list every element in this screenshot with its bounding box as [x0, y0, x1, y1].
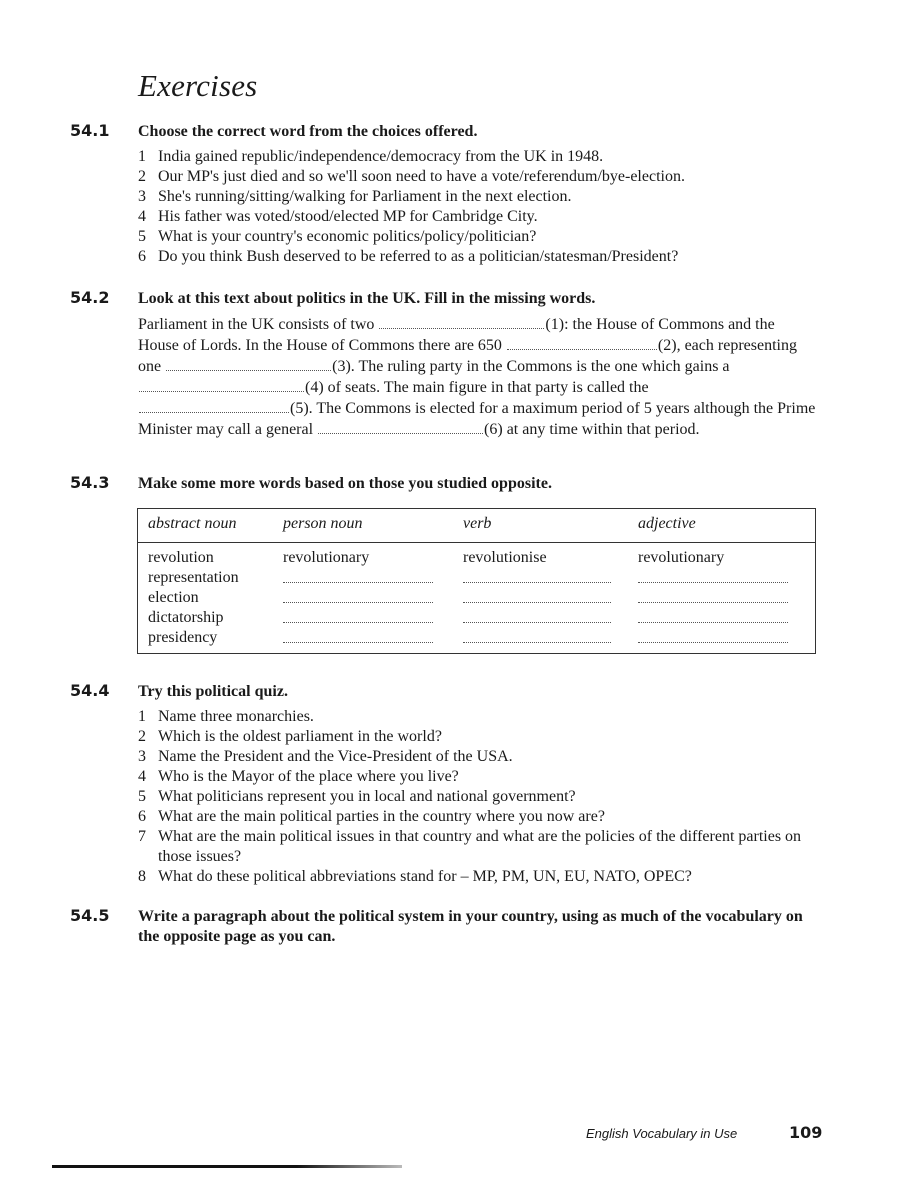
- table-cell: revolutionise: [463, 549, 547, 566]
- table-cell: revolution: [148, 549, 214, 566]
- exercise-54-5-instruction: Write a paragraph about the political system in your country, using as much of the vocabulary on the opposite page as you can.: [138, 908, 803, 945]
- list-item: 7 What are the main political issues in that country and what are the policies of the different parties on those issues?: [138, 828, 802, 865]
- answer-blank[interactable]: [283, 622, 433, 623]
- answer-blank[interactable]: [463, 582, 611, 583]
- exercise-54-3-instruction: Make some more words based on those you studied opposite.: [138, 475, 552, 492]
- answer-blank[interactable]: [283, 602, 433, 603]
- word-formation-table: [137, 508, 816, 654]
- exercise-number-54-4: 54.4: [70, 681, 110, 700]
- table-cell: presidency: [148, 629, 218, 646]
- page-title: Exercises: [138, 68, 258, 103]
- exercise-54-4-list: [138, 707, 828, 887]
- header-divider: [138, 542, 815, 543]
- answer-blank[interactable]: [283, 582, 433, 583]
- answer-blank[interactable]: [638, 642, 788, 643]
- column-header: abstract noun: [148, 515, 237, 532]
- exercise-number-54-2: 54.2: [70, 288, 110, 307]
- list-item: 1 India gained republic/independence/democracy from the UK in 1948.: [138, 148, 604, 165]
- exercise-number-54-5: 54.5: [70, 906, 110, 925]
- column-header: person noun: [283, 515, 363, 532]
- exercise-54-1-instruction: Choose the correct word from the choices offered.: [138, 123, 478, 140]
- exercise-54-4-instruction: Try this political quiz.: [138, 683, 288, 700]
- exercise-number-54-3: 54.3: [70, 473, 110, 492]
- blank-5[interactable]: [139, 398, 289, 413]
- table-cell: representation: [148, 569, 239, 586]
- list-item: 1 Name three monarchies.: [138, 708, 314, 725]
- list-item: 4 Who is the Mayor of the place where you live?: [138, 768, 459, 785]
- answer-blank[interactable]: [463, 642, 611, 643]
- list-item: 2 Our MP's just died and so we'll soon need to have a vote/referendum/bye-election.: [138, 168, 685, 185]
- list-item: 5 What is your country's economic politics/policy/politician?: [138, 228, 537, 245]
- answer-blank[interactable]: [463, 622, 611, 623]
- column-header: adjective: [638, 515, 696, 532]
- answer-blank[interactable]: [463, 602, 611, 603]
- table-cell: dictatorship: [148, 609, 224, 626]
- page-number: 109: [789, 1123, 823, 1142]
- table-cell: revolutionary: [638, 549, 725, 566]
- blank-1[interactable]: [379, 314, 544, 329]
- answer-blank[interactable]: [638, 622, 788, 623]
- list-item: 2 Which is the oldest parliament in the world?: [138, 728, 442, 745]
- answer-blank[interactable]: [638, 582, 788, 583]
- footer-book-title: English Vocabulary in Use: [586, 1126, 738, 1141]
- footer-rule: [52, 1165, 402, 1168]
- table-cell: revolutionary: [283, 549, 370, 566]
- exercise-54-2-paragraph: Parliament in the UK consists of two (1): the House of Commons and the House of Lords. In the House of Commons there are 650 (2), each representing one (3). The ruling party in the Commons is the one which gains a (4) of seats. The main figure in that party is called the (5). The Commons is elected for a maximum period of 5 years although the Prime Minister may call a general (6) at any time within that period.: [138, 316, 816, 438]
- exercise-number-54-1: 54.1: [70, 121, 110, 140]
- blank-3[interactable]: [166, 356, 331, 371]
- list-item: 8 What do these political abbreviations stand for – MP, PM, UN, EU, NATO, OPEC?: [138, 868, 692, 885]
- list-item: 3 She's running/sitting/walking for Parliament in the next election.: [138, 188, 572, 205]
- exercise-54-2-instruction: Look at this text about politics in the UK. Fill in the missing words.: [138, 290, 596, 307]
- exercise-54-1-list: [138, 147, 828, 267]
- list-item: 4 His father was voted/stood/elected MP for Cambridge City.: [138, 208, 538, 225]
- list-item: 5 What politicians represent you in local and national government?: [138, 788, 576, 805]
- list-item: 6 What are the main political parties in the country where you now are?: [138, 808, 605, 825]
- list-item: 6 Do you think Bush deserved to be referred to as a politician/statesman/President?: [138, 248, 679, 265]
- blank-6[interactable]: [318, 419, 483, 434]
- table-cell: election: [148, 589, 199, 606]
- column-header: verb: [463, 515, 492, 532]
- blank-4[interactable]: [139, 377, 304, 392]
- answer-blank[interactable]: [283, 642, 433, 643]
- answer-blank[interactable]: [638, 602, 788, 603]
- list-item: 3 Name the President and the Vice-President of the USA.: [138, 748, 513, 765]
- blank-2[interactable]: [507, 335, 657, 350]
